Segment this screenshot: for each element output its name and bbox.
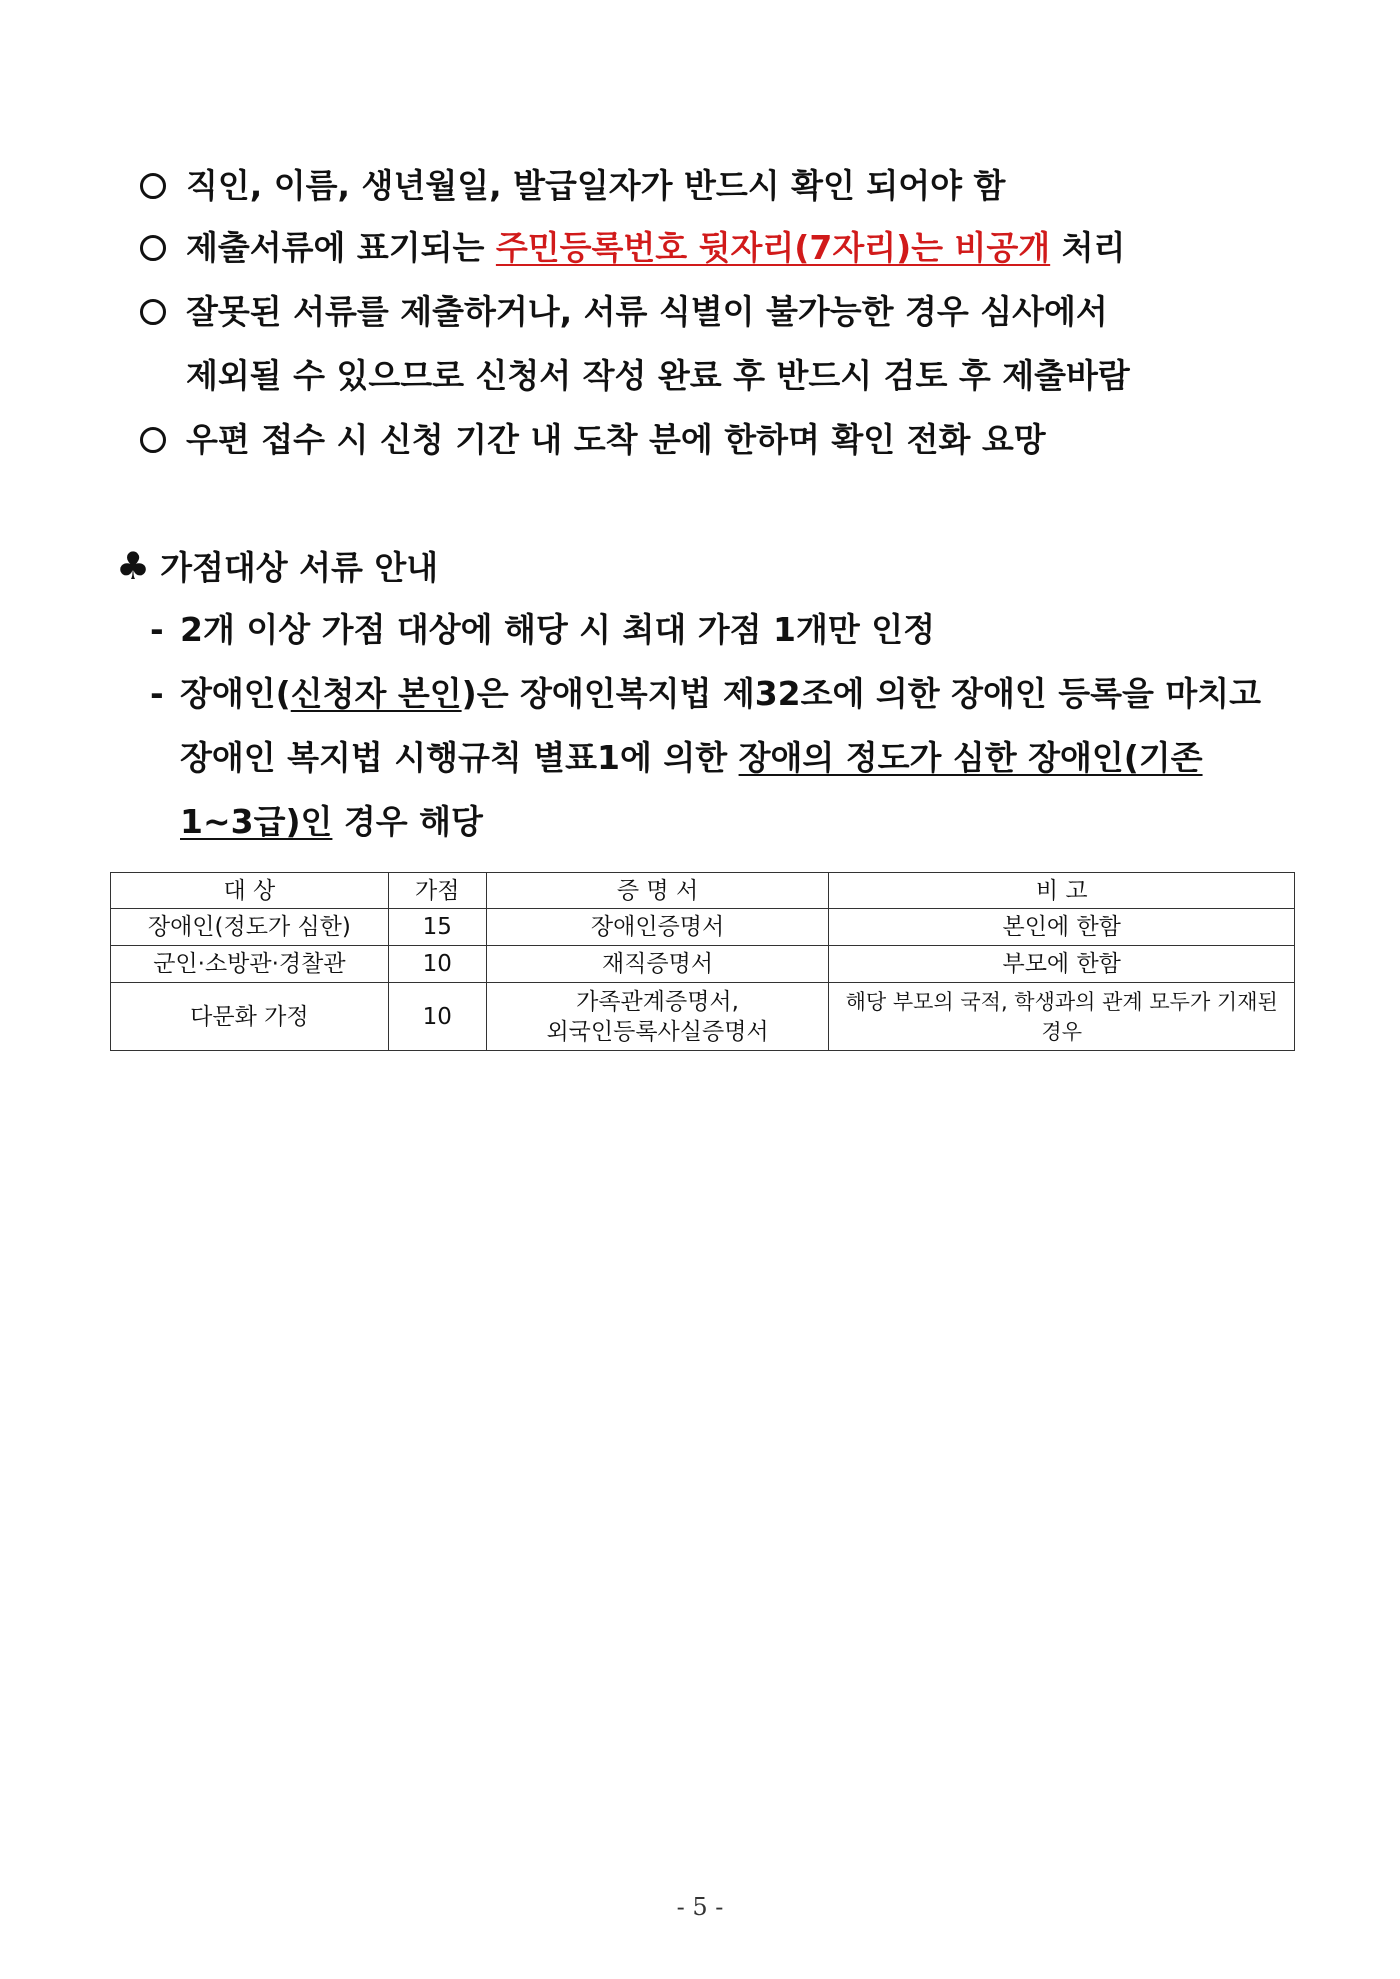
note-3-text: 잘못된 서류를 제출하거나, 서류 식별이 불가능한 경우 심사에서 bbox=[186, 292, 1108, 331]
header-certificate: 증 명 서 bbox=[486, 873, 829, 909]
note-3-continued bbox=[186, 354, 1130, 398]
section-heading bbox=[116, 544, 438, 590]
note-2 bbox=[140, 226, 1125, 270]
section-bullet-1-text: 2개 이상 가점 대상에 해당 시 최대 가점 1개만 인정 bbox=[180, 610, 936, 649]
table-header-row bbox=[111, 873, 1295, 909]
note-2-after: 처리 bbox=[1050, 228, 1126, 267]
page-number: - 5 - bbox=[676, 1893, 724, 1921]
header-target: 대 상 bbox=[111, 873, 389, 909]
circle-bullet-icon bbox=[140, 235, 166, 261]
note-2-highlight: 주민등록번호 뒷자리(7자리)는 비공개 bbox=[495, 228, 1051, 267]
section-bullet-2-line-3 bbox=[180, 800, 483, 844]
cell-certificate bbox=[486, 983, 829, 1051]
note-1-text: 직인, 이름, 생년월일, 발급일자가 반드시 확인 되어야 함 bbox=[186, 166, 1006, 205]
cell-target: 장애인(정도가 심한) bbox=[111, 909, 389, 946]
cell-points: 10 bbox=[388, 946, 486, 983]
header-remarks: 비 고 bbox=[829, 873, 1295, 909]
bullet-2-part-7: 경우 해당 bbox=[332, 802, 483, 841]
bullet-2-underlined-3: 1~3급)인 bbox=[180, 802, 333, 841]
note-1 bbox=[140, 164, 1005, 208]
cell-remarks: 해당 부모의 국적, 학생과의 관계 모두가 기재된 경우 bbox=[829, 983, 1295, 1051]
dash-bullet-icon: - bbox=[150, 674, 164, 713]
note-4-text: 우편 접수 시 신청 기간 내 도착 분에 한하며 확인 전화 요망 bbox=[186, 420, 1046, 459]
table-row bbox=[111, 983, 1295, 1051]
header-points: 가점 bbox=[388, 873, 486, 909]
section-bullet-2-line-2 bbox=[180, 736, 1203, 780]
club-icon: ♣ bbox=[116, 544, 151, 588]
section-bullet-2 bbox=[150, 672, 1261, 716]
cell-remarks: 부모에 한함 bbox=[829, 946, 1295, 983]
bullet-2-part-3: )은 장애인복지법 제32조에 의한 장애인 등록을 마치고 bbox=[461, 674, 1261, 713]
circle-bullet-icon bbox=[140, 173, 166, 199]
note-3-cont-text: 제외될 수 있으므로 신청서 작성 완료 후 반드시 검토 후 제출바람 bbox=[186, 356, 1130, 395]
note-3 bbox=[140, 290, 1108, 334]
cell-points: 15 bbox=[388, 909, 486, 946]
cell-certificate: 재직증명서 bbox=[486, 946, 829, 983]
cell-points: 10 bbox=[388, 983, 486, 1051]
bonus-points-table bbox=[110, 872, 1295, 1051]
note-2-before: 제출서류에 표기되는 bbox=[186, 228, 496, 267]
bullet-2-underlined: 신청자 본인 bbox=[290, 674, 462, 713]
cell-target: 다문화 가정 bbox=[111, 983, 389, 1051]
cell-certificate-line-2: 외국인등록사실증명서 bbox=[546, 1018, 769, 1045]
table-row bbox=[111, 909, 1295, 946]
bullet-2-part-1: 장애인( bbox=[180, 674, 291, 713]
section-bullet-1 bbox=[150, 608, 935, 652]
circle-bullet-icon bbox=[140, 299, 166, 325]
cell-target: 군인·소방관·경찰관 bbox=[111, 946, 389, 983]
bullet-2-underlined-2: 장애의 정도가 심한 장애인(기존 bbox=[738, 738, 1203, 777]
table-row bbox=[111, 946, 1295, 983]
circle-bullet-icon bbox=[140, 427, 166, 453]
note-4 bbox=[140, 418, 1046, 462]
bullet-2-part-4: 장애인 복지법 시행규칙 별표1에 의한 bbox=[180, 738, 739, 777]
dash-bullet-icon: - bbox=[150, 610, 164, 649]
cell-remarks: 본인에 한함 bbox=[829, 909, 1295, 946]
section-title: 가점대상 서류 안내 bbox=[160, 548, 439, 587]
cell-certificate: 장애인증명서 bbox=[486, 909, 829, 946]
cell-certificate-line-1: 가족관계증명서, bbox=[576, 988, 739, 1015]
